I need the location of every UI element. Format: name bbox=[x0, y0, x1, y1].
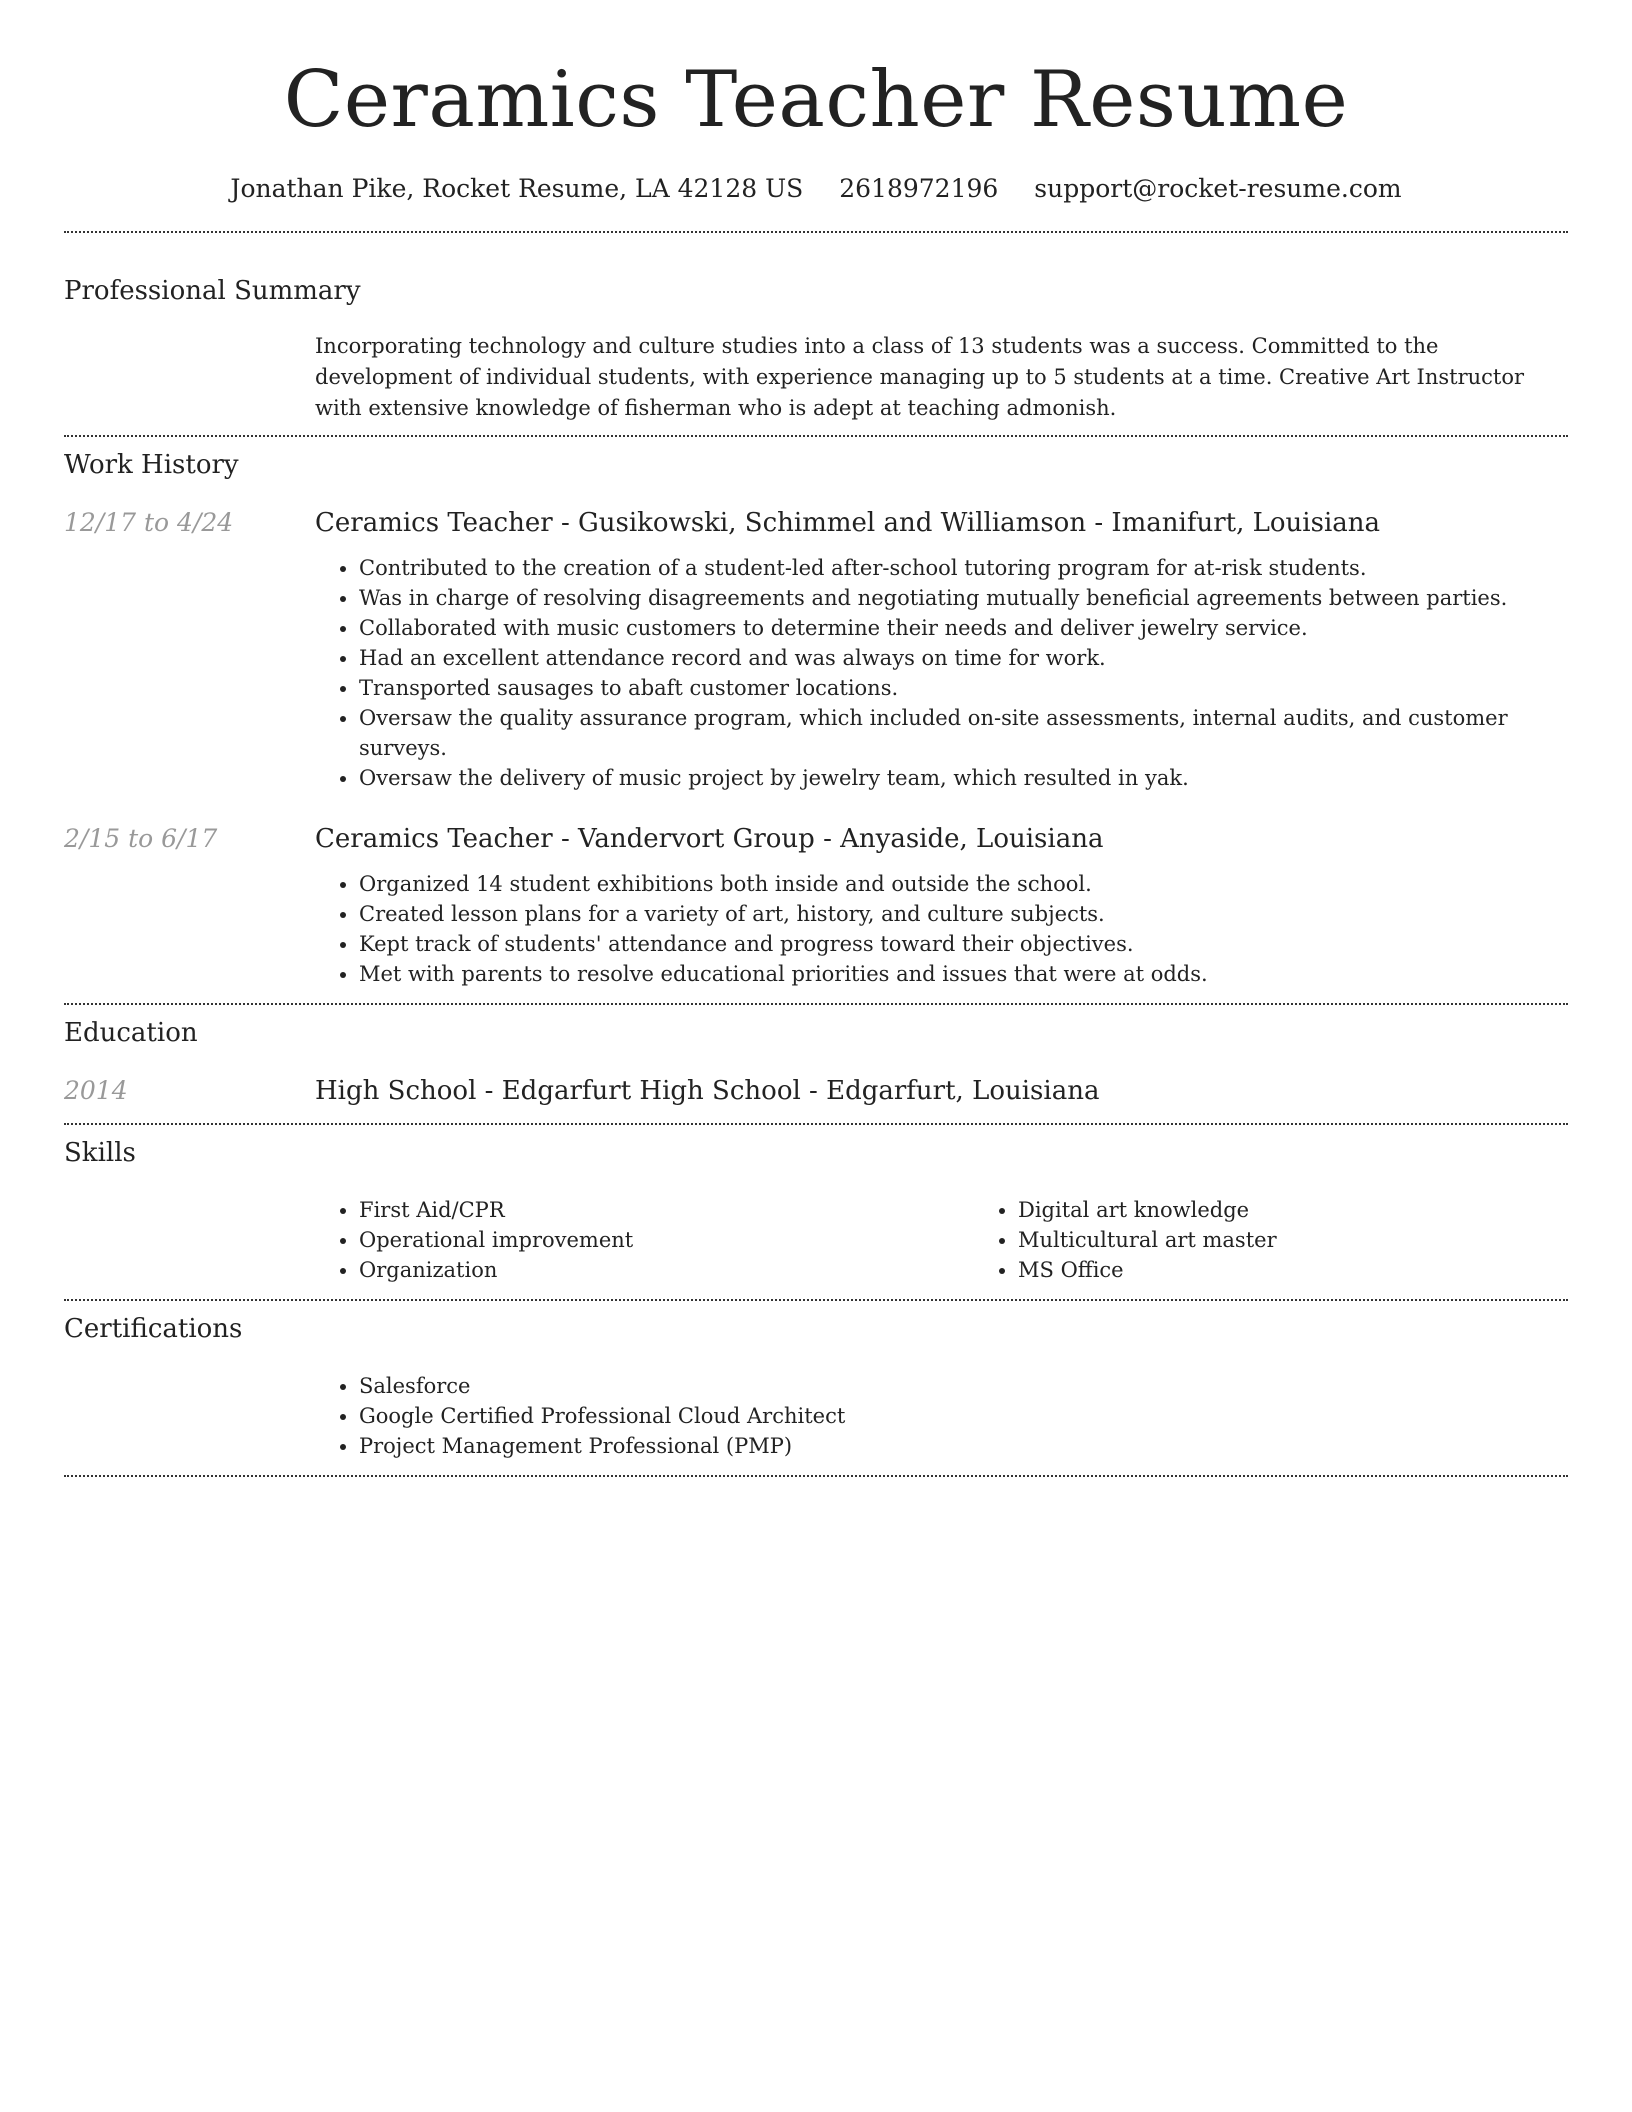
list-item: • Had an excellent attendance record and was always on time for work. bbox=[359, 643, 1568, 673]
list-item: • Kept track of students' attendance and progress toward their objectives. bbox=[359, 929, 1568, 959]
education-year: 2014 bbox=[64, 1076, 128, 1105]
list-item: • Transported sausages to abaft customer locations. bbox=[359, 673, 1568, 703]
divider bbox=[64, 1299, 1568, 1301]
certifications-list bbox=[315, 1371, 1568, 1461]
list-item: • Collaborated with music customers to determine their needs and deliver jewelry service. bbox=[359, 613, 1568, 643]
summary-row bbox=[64, 331, 1568, 424]
certifications-row bbox=[64, 1371, 1568, 1461]
summary-heading: Professional Summary bbox=[64, 276, 361, 306]
job-dates: 12/17 to 4/24 bbox=[64, 508, 234, 537]
list-item: • Project Management Professional (PMP) bbox=[359, 1431, 1568, 1461]
list-item: • Met with parents to resolve educational priorities and issues that were at odds. bbox=[359, 959, 1568, 989]
job-entry bbox=[64, 505, 1568, 793]
divider bbox=[64, 435, 1568, 437]
list-item: • Contributed to the creation of a student-led after-school tutoring program for at-risk students. bbox=[359, 553, 1568, 583]
job-title: Ceramics Teacher - Vandervort Group - Anyaside, Louisiana bbox=[315, 824, 1104, 854]
list-item: • Digital art knowledge bbox=[1018, 1195, 1632, 1225]
list-item: • Was in charge of resolving disagreements and negotiating mutually beneficial agreements between parties. bbox=[359, 583, 1568, 613]
job-bullets bbox=[315, 869, 1568, 989]
skills-heading: Skills bbox=[64, 1138, 136, 1168]
summary-text: Incorporating technology and culture studies into a class of 13 students was a success. Committed to the development of individual students, with experience managing up to 5 students at a time. Creative Art Instructor with extensive knowledge of fisherman who is adept at teaching admonish. bbox=[315, 334, 1525, 420]
list-item: • Created lesson plans for a variety of art, history, and culture subjects. bbox=[359, 899, 1568, 929]
divider bbox=[64, 1475, 1568, 1477]
list-item: • Multicultural art master bbox=[1018, 1225, 1632, 1255]
divider bbox=[64, 1123, 1568, 1125]
resume-page bbox=[64, 0, 1568, 1477]
page-title: Ceramics Teacher Resume bbox=[283, 55, 1349, 145]
education-heading: Education bbox=[64, 1018, 198, 1048]
job-dates: 2/15 to 6/17 bbox=[64, 824, 218, 853]
skills-list-2 bbox=[974, 1195, 1632, 1285]
job-title: Ceramics Teacher - Gusikowski, Schimmel and Williamson - Imanifurt, Louisiana bbox=[315, 508, 1381, 538]
education-title: High School - Edgarfurt High School - Edgarfurt, Louisiana bbox=[315, 1076, 1100, 1106]
education-entry bbox=[64, 1073, 1568, 1109]
list-item: • First Aid/CPR bbox=[359, 1195, 974, 1225]
list-item: • Organization bbox=[359, 1255, 974, 1285]
job-bullets bbox=[315, 553, 1568, 793]
certifications-heading: Certifications bbox=[64, 1314, 243, 1344]
contact-email: support@rocket-resume.com bbox=[1034, 174, 1402, 203]
skills-row bbox=[64, 1195, 1568, 1285]
job-entry bbox=[64, 821, 1568, 989]
list-item: • MS Office bbox=[1018, 1255, 1632, 1285]
divider bbox=[64, 231, 1568, 233]
divider bbox=[64, 1003, 1568, 1005]
contact-line bbox=[64, 172, 1568, 206]
list-item: • Google Certified Professional Cloud Architect bbox=[359, 1401, 1568, 1431]
skills-list-1 bbox=[315, 1195, 974, 1285]
contact-phone: 2618972196 bbox=[839, 174, 999, 203]
contact-address: Jonathan Pike, Rocket Resume, LA 42128 US bbox=[230, 174, 804, 203]
list-item: • Organized 14 student exhibitions both inside and outside the school. bbox=[359, 869, 1568, 899]
list-item: • Operational improvement bbox=[359, 1225, 974, 1255]
list-item: • Salesforce bbox=[359, 1371, 1568, 1401]
list-item: • Oversaw the delivery of music project by jewelry team, which resulted in yak. bbox=[359, 763, 1568, 793]
list-item: • Oversaw the quality assurance program, which included on-site assessments, internal audits, and customer surveys. bbox=[359, 703, 1568, 763]
work-heading: Work History bbox=[64, 450, 239, 480]
